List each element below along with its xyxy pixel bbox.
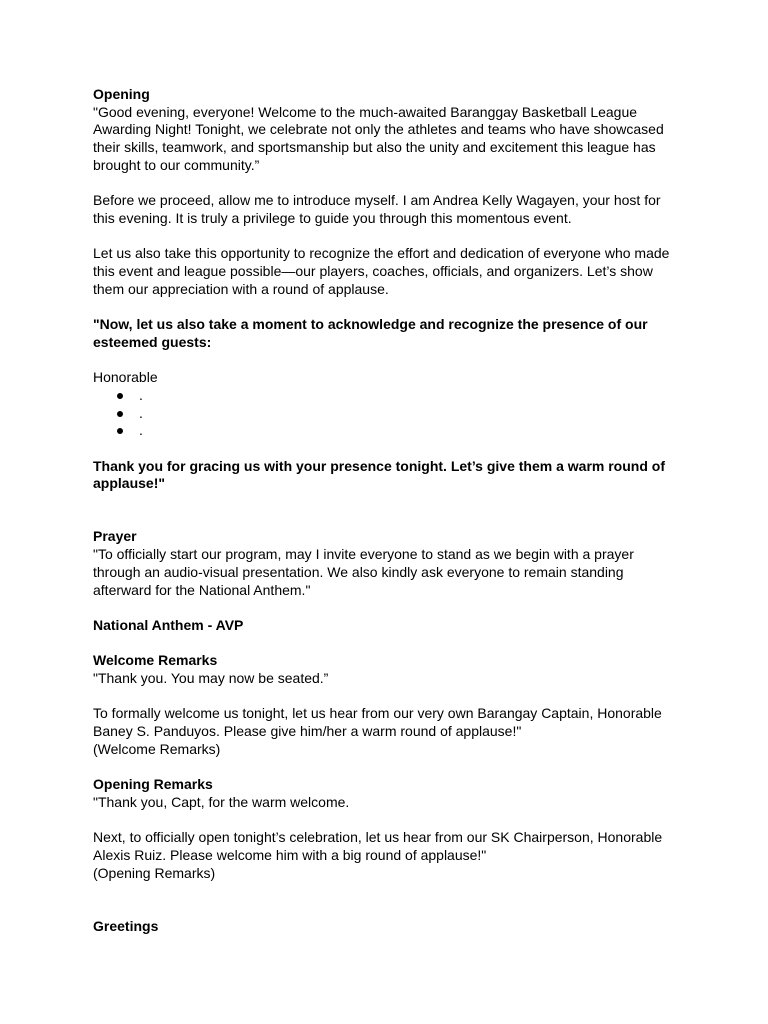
opening-remarks-note: (Opening Remarks)	[93, 864, 216, 881]
host-intro-paragraph: Before we proceed, allow me to introduce myself. I am Andrea Kelly Wagayen, your host for this evening. It is truly a privilege to guide you through this momentous event.	[93, 192, 661, 226]
list-item: .	[93, 387, 683, 405]
guests-intro-paragraph: "Now, let us also take a moment to acknowledge and recognize the presence of our esteemed guests:	[93, 316, 648, 350]
opening-remarks-heading: Opening Remarks	[93, 776, 213, 793]
document-page	[93, 86, 683, 936]
list-item: .	[93, 405, 683, 423]
bullet-icon	[117, 428, 123, 434]
opening-quote: "Good evening, everyone! Welcome to the much-awaited Baranggay Basketball League Awarding Night! Tonight, we celebrate not only the athletes and teams who have showcased their skills, teamwork, and sportsmanship but also the unity and excitement this league has brought to our community.”	[93, 103, 664, 173]
prayer-paragraph: "To officially start our program, may I invite everyone to stand as we begin with a prayer through an audio-visual presentation. We also kindly ask everyone to remain standing afterward for the National Anthem."	[93, 546, 634, 598]
bullet-icon	[117, 411, 123, 417]
opening-remarks-paragraph: Next, to officially open tonight’s celebration, let us hear from our SK Chairperson, Honorable Alexis Ruiz. Please welcome him with a big round of applause!"	[93, 829, 663, 864]
prayer-heading: Prayer	[93, 528, 137, 545]
honorable-guests-list	[93, 387, 683, 440]
list-item: .	[93, 422, 683, 440]
opening-heading: Opening	[93, 86, 150, 102]
welcome-remarks-heading: Welcome Remarks	[93, 652, 218, 669]
honorable-label: Honorable	[93, 369, 158, 386]
bullet-icon	[117, 393, 123, 399]
welcome-seated-line: "Thank you. You may now be seated.”	[93, 670, 329, 687]
opening-remarks-thanks: "Thank you, Capt, for the warm welcome.	[93, 793, 350, 810]
thanks-paragraph: Thank you for gracing us with your presence tonight. Let’s give them a warm round of applause!"	[93, 457, 665, 492]
national-anthem-heading: National Anthem - AVP	[93, 616, 244, 633]
welcome-remarks-note: (Welcome Remarks)	[93, 740, 221, 757]
recognition-paragraph: Let us also take this opportunity to recognize the effort and dedication of everyone who made this event and league possible—our players, coaches, officials, and organizers. Let’s show them our appreciation with a round of applause.	[93, 245, 670, 297]
welcome-paragraph: To formally welcome us tonight, let us hear from our very own Barangay Captain, Honorable Baney S. Panduyos. Please give him/her a warm round of applause!"	[93, 705, 662, 740]
greetings-heading: Greetings	[93, 917, 159, 934]
